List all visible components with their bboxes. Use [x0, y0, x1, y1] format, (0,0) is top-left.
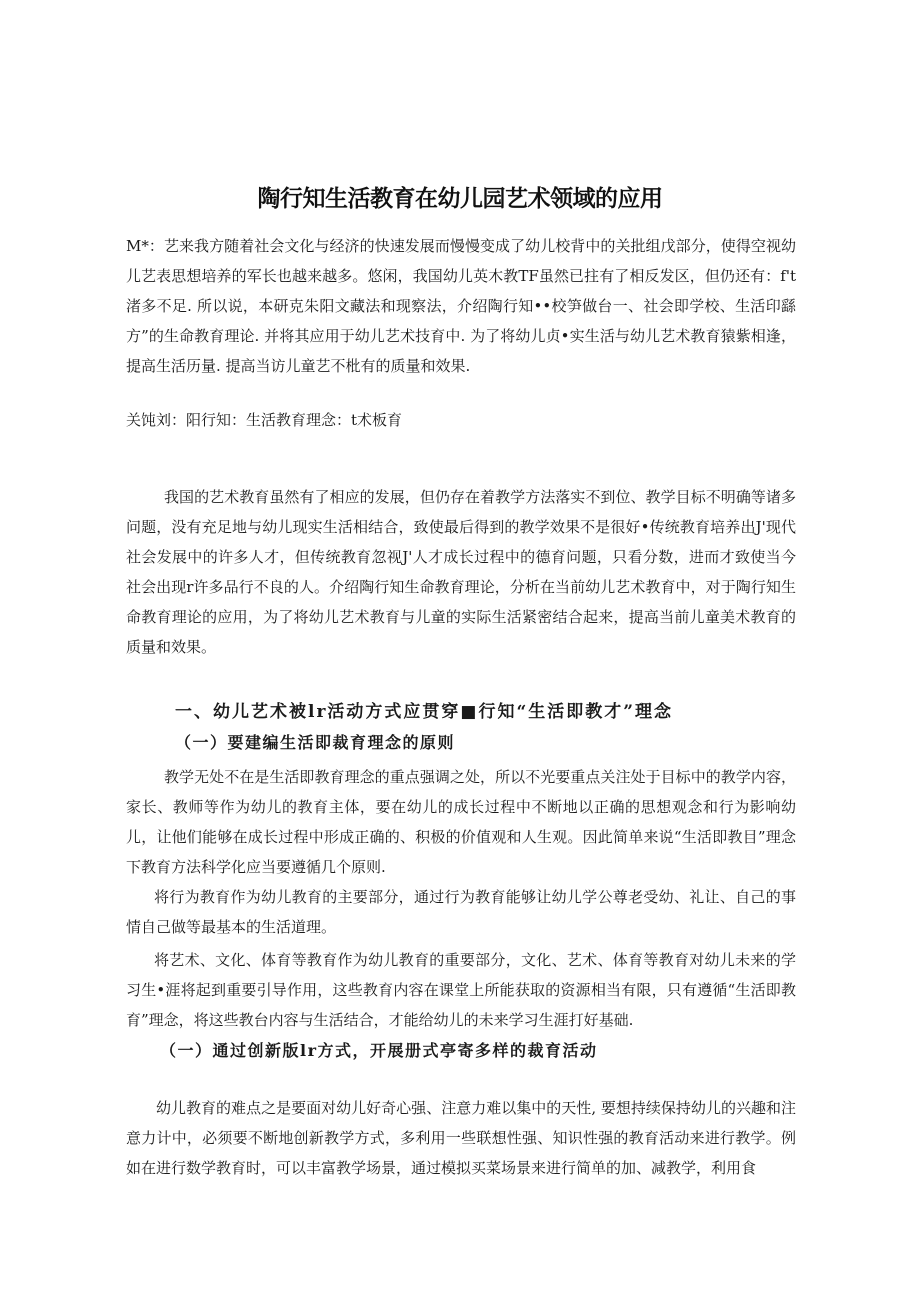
keywords-line: 关饨刘：阳行知：生活教育理念：t术板育 [126, 411, 403, 429]
abstract-paragraph: M*：艺来我方随着社会文化与经济的快速发展而慢慢变成了幼儿校背中的关批组戊部分，使得空视幼儿艺表思想培养的军长也越来越多。悠闲，我国幼儿英木教TF虽然已拄有了相反发区，但仍还有：f't渚多不足. 所以说，本研克朱阳文藏法和现察法，介绍陶行知••校笋做台一、社会即学校、生活印繇方”的生命教育理论. 并将其应用于幼儿艺术技育中. 为了将幼儿贞•实生活与幼儿艺术教育猿紫相逢，提高生活历量. 提高当访儿童艺不枇有的质量和效果. [126, 237, 796, 375]
subsection-heading: （一）要建编生活即裁育理念的原则 [175, 733, 456, 752]
section-heading: 一、幼儿艺术被lr活动方式应贯穿■行知“生活即教才”理念 [175, 702, 674, 722]
subsection-heading: （一）通过创新版lr方式，开展册式亭寄多样的裁育活动 [160, 1041, 598, 1060]
document-title: 陶行知生活教育在幼儿园艺术领域的应用 [257, 186, 663, 213]
body-paragraph: 将行为教育作为幼儿教育的主要部分，通过行为教育能够让幼儿学公尊老受幼、礼让、自己的事情自己做等最基本的生活道理。 [126, 888, 796, 936]
body-paragraph: 幼儿教育的难点之是要面对幼儿好奇心强、注意力难以集中的天性, 要想持续保持幼儿的兴趣和注意力计中，必须要不断地创新教学方式，多利用一些联想性强、知识性强的教育活动来进行教学。例如在进行数学教育时，可以丰富教学场景，通过模拟买菜场景来进行简单的加、减教学，利用食 [126, 1099, 796, 1177]
body-paragraph: 教学无处不在是生活即教育理念的重点强调之处，所以不光要重点关注处于目标中的教学内容，家长、教师等作为幼儿的教育主体，要在幼儿的成长过程中不断地以正确的思想观念和行为影响幼儿，让他们能够在成长过程中形成正确的、积极的价值观和人生观。因此简单来说“生活即教目”理念下教育方法科学化应当要遵循几个原则. [126, 768, 796, 876]
intro-paragraph: 我国的艺术教育虽然有了相应的发展，但仍存在着教学方法落实不到位、教学目标不明确等诸多问题，没有充足地与幼儿现实生活相结合，致使最后得到的教学效果不是很好•传统教育培养出J'现代社会发展中的许多人才，但传统教育忽视J'人才成长过程中的德育问题，只看分数，进而才致使当今社会出现r许多品行不良的人。介绍陶行知生命教育理论，分析在当前幼儿艺术教育中，对于陶行知生命教育理论的应用，为了将幼儿艺术教育与儿童的实际生活紧密结合起来，提高当前儿童美术教育的质量和效果。 [126, 488, 796, 656]
body-paragraph: 将艺术、文化、体育等教育作为幼儿教育的重要部分，文化、艺术、体育等教育对幼儿未来的学习生•涯将起到重要引导作用，这些教育内容在课堂上所能获取的资源相当有限，只有遵循“生活即教育”理念，将这些教台内容与生活结合，才能给幼儿的未来学习生涯打好基础. [126, 951, 796, 1029]
